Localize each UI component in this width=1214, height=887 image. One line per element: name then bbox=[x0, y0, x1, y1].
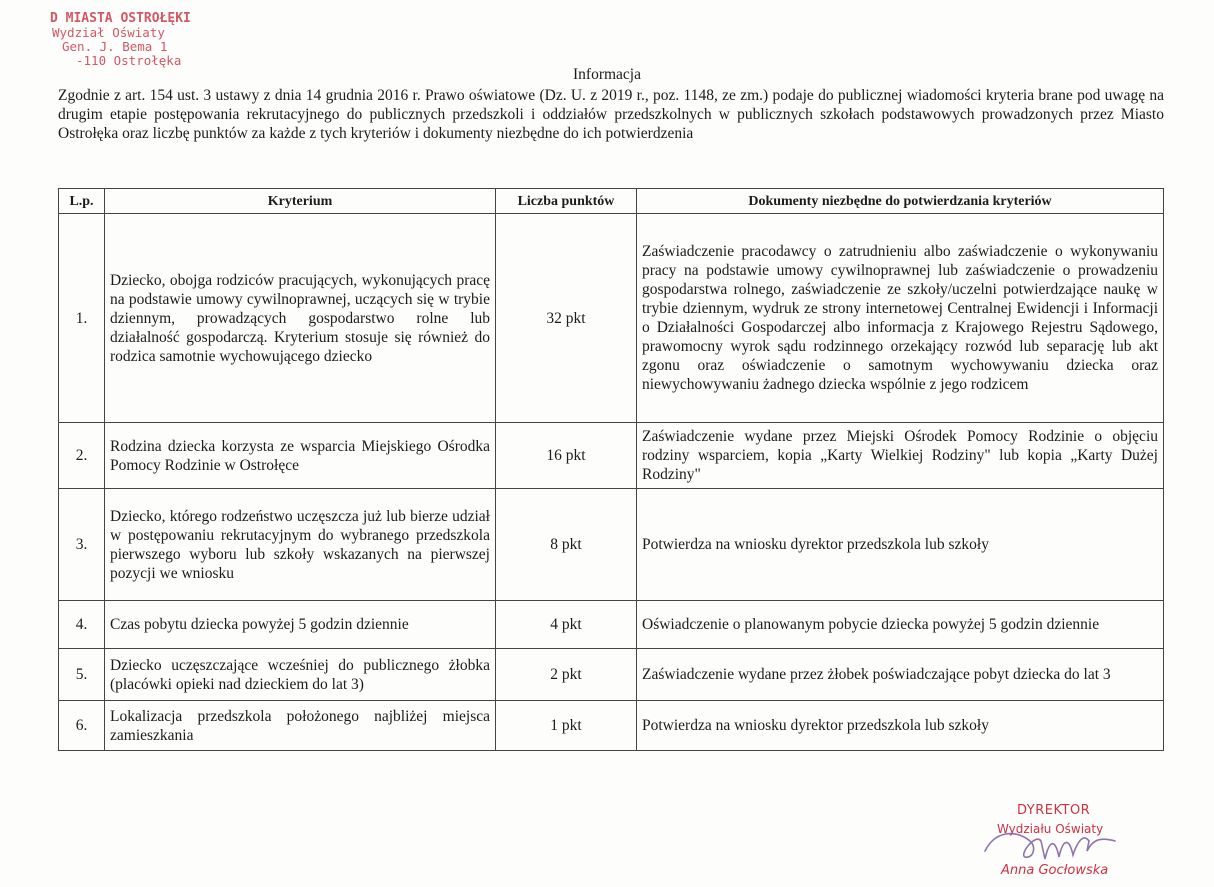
table-row bbox=[59, 649, 1164, 701]
points-cell: 4 pkt bbox=[496, 601, 637, 649]
stamp-line-1: D MIASTA OSTROŁĘKI bbox=[50, 11, 191, 26]
document-title: Informacja bbox=[573, 66, 641, 83]
criterion-cell: Lokalizacja przedszkola położonego najbliżej miejsca zamieszkania bbox=[105, 701, 496, 751]
row-number: 4. bbox=[59, 601, 105, 649]
documents-cell: Zaświadczenie wydane przez Miejski Ośrodek Pomocy Rodzinie o objęciu rodziny wsparciem, kopia „Karty Wielkiej Rodziny" lub kopia „Karty Dużej Rodziny" bbox=[637, 423, 1164, 489]
documents-cell: Potwierdza na wniosku dyrektor przedszkola lub szkoły bbox=[637, 489, 1164, 601]
row-number: 2. bbox=[59, 423, 105, 489]
signature-name: Anna Gocłowska bbox=[1001, 863, 1109, 878]
stamp-line-3: Gen. J. Bema 1 bbox=[62, 39, 168, 54]
points-cell: 16 pkt bbox=[496, 423, 637, 489]
table-row bbox=[59, 701, 1164, 751]
handwritten-signature bbox=[975, 811, 1125, 871]
table-row bbox=[59, 214, 1164, 423]
director-signature-block bbox=[975, 803, 1135, 883]
header-criterion: Kryterium bbox=[105, 189, 496, 214]
signature-department: Wydziału Oświaty bbox=[997, 822, 1104, 836]
points-cell: 1 pkt bbox=[496, 701, 637, 751]
table-row bbox=[59, 423, 1164, 489]
documents-cell: Potwierdza na wniosku dyrektor przedszkola lub szkoły bbox=[637, 701, 1164, 751]
criterion-cell: Czas pobytu dziecka powyżej 5 godzin dziennie bbox=[105, 601, 496, 649]
criteria-table bbox=[58, 188, 1164, 751]
criterion-cell: Dziecko, obojga rodziców pracujących, wykonujących pracę na podstawie umowy cywilnoprawnej, uczących się w trybie dziennym, prowadzących gospodarstwo rolne lub działalność gospodarczą. Kryterium stosuje się również do rodzica samotnie wychowującego dziecko bbox=[105, 214, 496, 423]
criterion-cell: Dziecko, którego rodzeństwo uczęszcza już lub bierze udział w postępowaniu rekrutacyjnym do wybranego przedszkola pierwszego wyboru lub szkoły wskazanych na pierwszej pozycji we wniosku bbox=[105, 489, 496, 601]
points-cell: 8 pkt bbox=[496, 489, 637, 601]
documents-cell: Zaświadczenie pracodawcy o zatrudnieniu albo zaświadczenie o wykonywaniu pracy na podstawie umowy cywilnoprawnej lub zaświadczenie o prowadzeniu gospodarstwa rolnego, zaświadczenie ze szkoły/uczelni potwierdzające naukę w trybie dziennym, wydruk ze strony internetowej Centralnej Ewidencji i Informacji o Działalności Gospodarczej albo informacja z Krajowego Rejestru Sądowego, prawomocny wyrok sądu rodzinnego orzekający rozwód lub separację lub akt zgonu oraz oświadczenie o samotnym wychowywaniu dziecka oraz niewychowywaniu żadnego dziecka wspólnie z jego rodzicem bbox=[637, 214, 1164, 423]
points-cell: 32 pkt bbox=[496, 214, 637, 423]
row-number: 6. bbox=[59, 701, 105, 751]
documents-cell: Oświadczenie o planowanym pobycie dziecka powyżej 5 godzin dziennie bbox=[637, 601, 1164, 649]
table-header-row bbox=[59, 189, 1164, 214]
documents-cell: Zaświadczenie wydane przez żłobek poświadczające pobyt dziecka do lat 3 bbox=[637, 649, 1164, 701]
table-row bbox=[59, 489, 1164, 601]
points-cell: 2 pkt bbox=[496, 649, 637, 701]
table-row bbox=[59, 601, 1164, 649]
header-lp: L.p. bbox=[59, 189, 105, 214]
office-stamp bbox=[50, 12, 191, 68]
row-number: 1. bbox=[59, 214, 105, 423]
stamp-line-2: Wydział Oświaty bbox=[52, 25, 165, 40]
signature-title: DYREKTOR bbox=[1017, 803, 1091, 818]
row-number: 3. bbox=[59, 489, 105, 601]
stamp-line-4: -110 Ostrołęka bbox=[76, 53, 182, 68]
criterion-cell: Dziecko uczęszczające wcześniej do publicznego żłobka (placówki opieki nad dzieckiem do lat 3) bbox=[105, 649, 496, 701]
header-points: Liczba punktów bbox=[496, 189, 637, 214]
intro-paragraph: Zgodnie z art. 154 ust. 3 ustawy z dnia 14 grudnia 2016 r. Prawo oświatowe (Dz. U. z 2019 r., poz. 1148, ze zm.) podaje do publicznej wiadomości kryteria brane pod uwagę na drugim etapie postępowania rekrutacyjnego do publicznych przedszkoli i oddziałów przedszkolnych w publicznych szkołach podstawowych prowadzonych przez Miasto Ostrołęka oraz liczbę punktów za każde z tych kryteriów i dokumenty niezbędne do ich potwierdzenia bbox=[58, 87, 1164, 142]
row-number: 5. bbox=[59, 649, 105, 701]
header-documents: Dokumenty niezbędne do potwierdzania kryteriów bbox=[637, 189, 1164, 214]
criterion-cell: Rodzina dziecka korzysta ze wsparcia Miejskiego Ośrodka Pomocy Rodzinie w Ostrołęce bbox=[105, 423, 496, 489]
